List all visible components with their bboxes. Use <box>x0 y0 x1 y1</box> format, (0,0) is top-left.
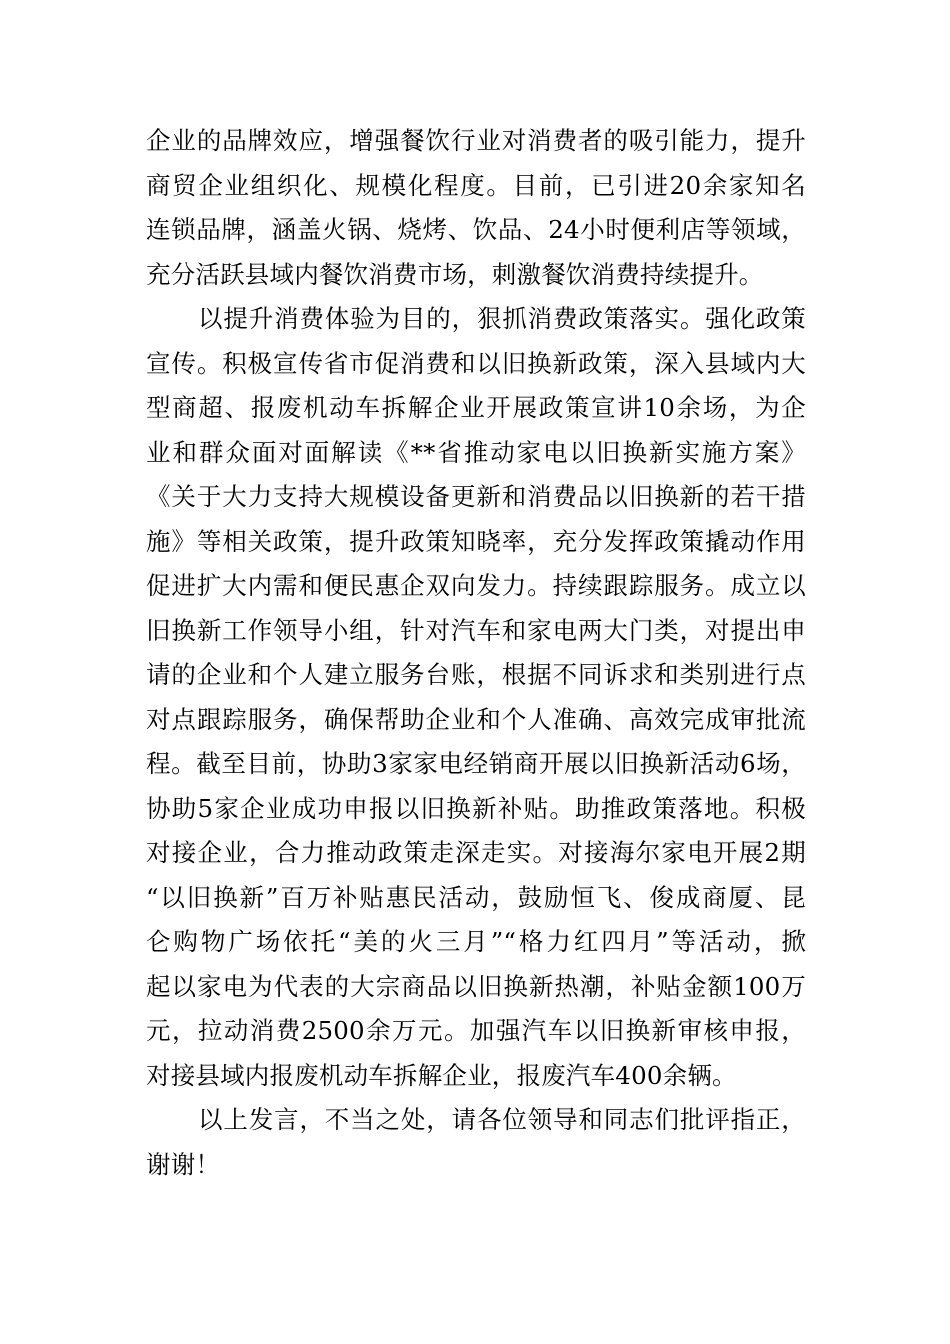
paragraph-line: 型商超、报废机动车拆解企业开展政策宣讲10余场，为企 <box>146 393 806 422</box>
paragraph-line: 协助5家企业成功申报以旧换新补贴。助推政策落地。积极 <box>146 793 806 823</box>
paragraph-line: 对接企业，合力推动政策走深走实。对接海尔家电开展2期 <box>146 838 806 867</box>
paragraph-line: 促进扩大内需和便民惠企双向发力。持续跟踪服务。成立以 <box>146 571 806 600</box>
paragraph-1 <box>146 119 806 297</box>
paragraph-line: 对接县域内报废机动车拆解企业，报废汽车400余辆。 <box>146 1060 737 1090</box>
paragraph-line: 《关于大力支持大规模设备更新和消费品以旧换新的若干措 <box>146 482 806 511</box>
paragraph-line: “以旧换新”百万补贴惠民活动，鼓励恒飞、俊成商厦、昆 <box>146 882 806 912</box>
paragraph-line: 起以家电为代表的大宗商品以旧换新热潮，补贴金额100万 <box>146 971 806 1001</box>
paragraph-line: 施》等相关政策，提升政策知晓率，充分发挥政策撬动作用 <box>146 526 806 556</box>
paragraph-line: 商贸企业组织化、规模化程度。目前，已引进20余家知名 <box>146 170 806 200</box>
paragraph-line: 仑购物广场依托“美的火三月”“格力红四月”等活动，掀 <box>146 927 806 956</box>
paragraph-line: 以上发言，不当之处，请各位领导和同志们批评指正， <box>198 1105 806 1134</box>
paragraph-line: 谢谢！ <box>146 1149 221 1179</box>
paragraph-line: 元，拉动消费2500余万元。加强汽车以旧换新审核申报， <box>146 1016 806 1045</box>
paragraph-line: 宣传。积极宣传省市促消费和以旧换新政策，深入县域内大 <box>146 348 806 378</box>
document-body <box>146 119 806 1187</box>
paragraph-line: 业和群众面对面解读《**省推动家电以旧换新实施方案》 <box>146 437 806 467</box>
paragraph-line: 旧换新工作领导小组，针对汽车和家电两大门类，对提出申 <box>146 615 806 645</box>
paragraph-line: 企业的品牌效应，增强餐饮行业对消费者的吸引能力，提升 <box>146 126 806 155</box>
paragraph-line: 请的企业和个人建立服务台账，根据不同诉求和类别进行点 <box>146 660 806 689</box>
paragraph-line: 充分活跃县域内餐饮消费市场，刺激餐饮消费持续提升。 <box>146 259 764 289</box>
paragraph-line: 连锁品牌，涵盖火锅、烧烤、饮品、24小时便利店等领域， <box>146 215 806 244</box>
paragraph-2 <box>146 297 806 1098</box>
paragraph-3 <box>146 1098 806 1187</box>
paragraph-line: 程。截至目前，协助3家家电经销商开展以旧换新活动6场， <box>146 749 806 778</box>
paragraph-line: 以提升消费体验为目的，狠抓消费政策落实。强化政策 <box>198 304 806 333</box>
paragraph-line: 对点跟踪服务，确保帮助企业和个人准确、高效完成审批流 <box>146 704 806 734</box>
